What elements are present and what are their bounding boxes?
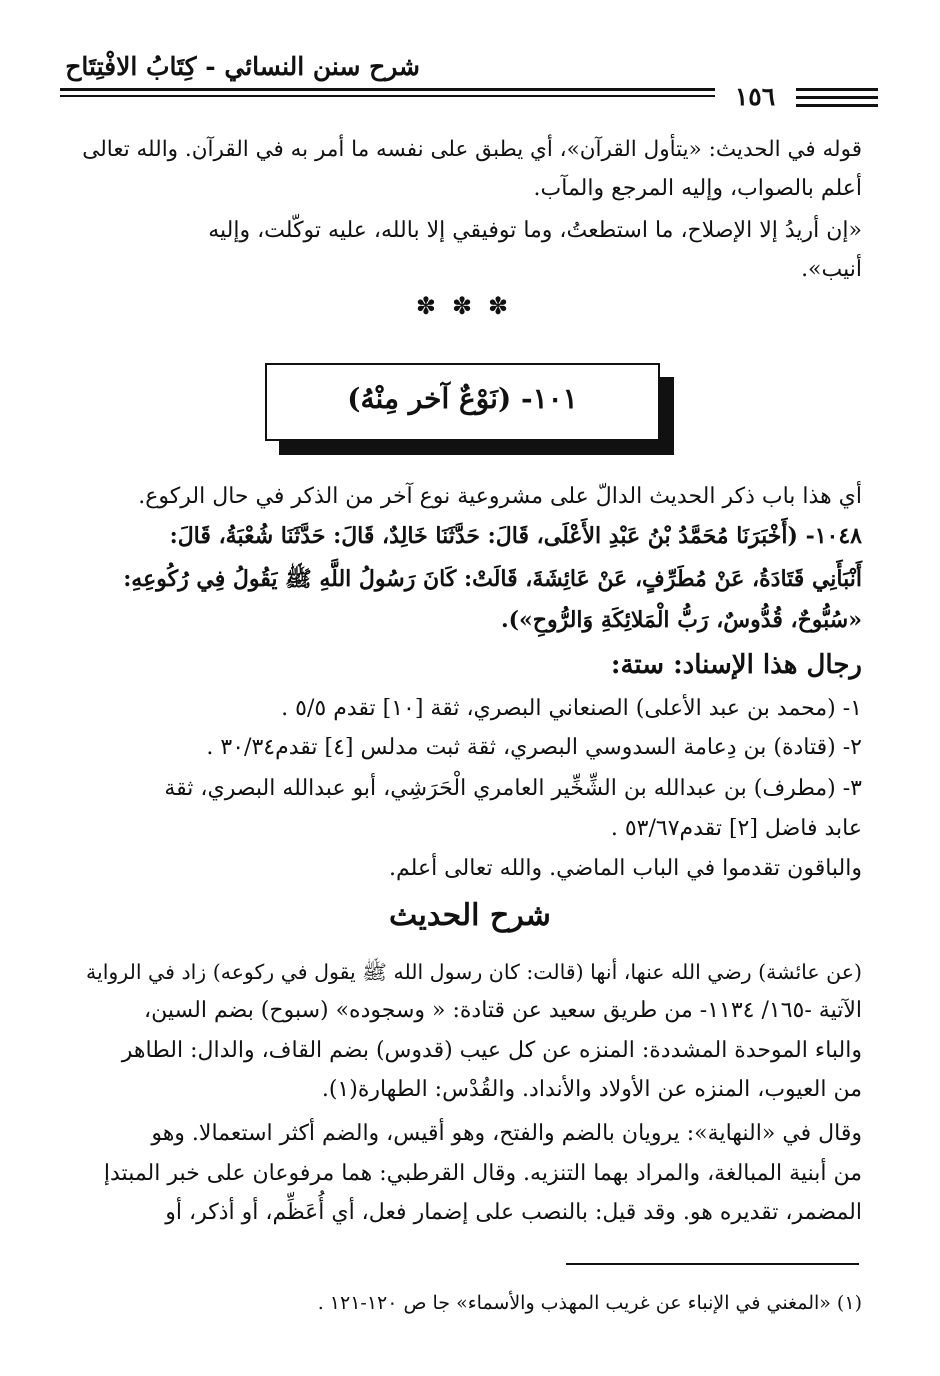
- narrator-line: ٢- (قتادة) بن دِعامة السدوسي البصري، ثقة ثبت مدلس [٤] تقدم٣٠/٣٤ .: [206, 735, 862, 760]
- sharh-line: من أبنية المبالغة، والمراد بهما التنزيه. وقال القرطبي: هما مرفوعان على خبر المبتدإ: [103, 1161, 862, 1186]
- rijal-heading: رجال هذا الإسناد: ستة:: [610, 650, 862, 680]
- sharh-line: والباء الموحدة المشددة: المنزه عن كل عيب (قدوس) بضم القاف، والدال: الطاهر: [121, 1038, 862, 1063]
- sharh-line: المضمر، تقديره هو. وقد قيل: بالنصب على إضمار فعل، أي أُعَظِّم، أو أذكر، أو: [165, 1200, 862, 1225]
- footnote-rule: [566, 1263, 859, 1265]
- hadith-line: ١٠٤٨- (أَخْبَرَنَا مُحَمَّدُ بْنُ عَبْدِ الأَعْلَى، قَالَ: حَدَّثَنَا خَالِدٌ، قَالَ: حَدَّثَنَا شُعْبَةُ، قَالَ:: [169, 523, 862, 549]
- footnote: (١) «المغني في الإنباء عن غريب المهذب والأسماء» جا ص ١٢٠-١٢١ .: [317, 1292, 862, 1314]
- intro-line: «إن أريدُ إلا الإصلاح، ما استطعتُ، وما توفيقي إلا بالله، عليه توكّلت، وإليه: [208, 218, 862, 243]
- sharh-line: وقال في «النهاية»: يرويان بالضم والفتح، وهو أقيس، والضم أكثر استعمالا. وهو: [151, 1121, 862, 1146]
- page-number-rule: [796, 104, 878, 107]
- bab-description: أي هذا باب ذكر الحديث الدالّ على مشروعية نوع آخر من الذكر في حال الركوع.: [138, 484, 862, 509]
- section-heading: شرح الحديث: [389, 898, 551, 933]
- running-header-title: شرح سنن النسائي - كِتَابُ الافْتِتَاح: [65, 52, 420, 81]
- intro-line: قوله في الحديث: «يتأول القرآن»، أي يطبق على نفسه ما أمر به في القرآن. والله تعالى: [82, 137, 862, 162]
- sharh-line: من العيوب، المنزه عن الأولاد والأنداد. والقُدْس: الطهارة(١).: [321, 1077, 862, 1102]
- narrator-line: ١- (محمد بن عبد الأعلى) الصنعاني البصري، ثقة [١٠] تقدم ٥/٥ .: [281, 696, 862, 721]
- page-number-rule: [796, 96, 878, 99]
- intro-line: أنيب».: [801, 257, 862, 282]
- hadith-line: «سُبُّوحٌ، قُدُّوسٌ، رَبُّ الْمَلائِكَةِ وَالرُّوحِ»).: [500, 607, 862, 633]
- page-number-rule: [796, 88, 878, 91]
- narrator-line: عابد فاضل [٢] تقدم٥٣/٦٧ .: [610, 816, 862, 841]
- header-rule: [60, 95, 715, 97]
- header-rule: [60, 88, 715, 91]
- narrator-line: ٣- (مطرف) بن عبدالله بن الشِّخِّير العامري الْحَرَشِي، أبو عبدالله البصري، ثقة: [164, 776, 862, 801]
- chapter-title: ١٠١- (نَوْعٌ آخر مِنْهُ): [347, 382, 578, 415]
- intro-line: أعلم بالصواب، وإليه المرجع والمآب.: [533, 176, 862, 201]
- separator-stars: ✽✽✽: [415, 292, 525, 320]
- page-number: ١٥٦: [734, 82, 776, 111]
- narrator-line: والباقون تقدموا في الباب الماضي. والله تعالى أعلم.: [389, 856, 862, 881]
- sharh-line: (عن عائشة) رضي الله عنها، أنها (قالت: كان رسول الله ﷺ يقول في ركوعه) زاد في الرواية: [86, 960, 862, 984]
- sharh-line: الآتية -١٦٥/ ١١٣٤- من طريق سعيد عن قتادة: « وسجوده» (سبوح) بضم السين،: [144, 998, 862, 1023]
- hadith-line: أَنْبَأَنِي قَتَادَةُ، عَنْ مُطَرِّفٍ، عَنْ عَائِشَةَ، قَالَتْ: كَانَ رَسُولُ اللَّهِ ﷺ يَقُولُ فِي رُكُوعِهِ:: [123, 566, 862, 592]
